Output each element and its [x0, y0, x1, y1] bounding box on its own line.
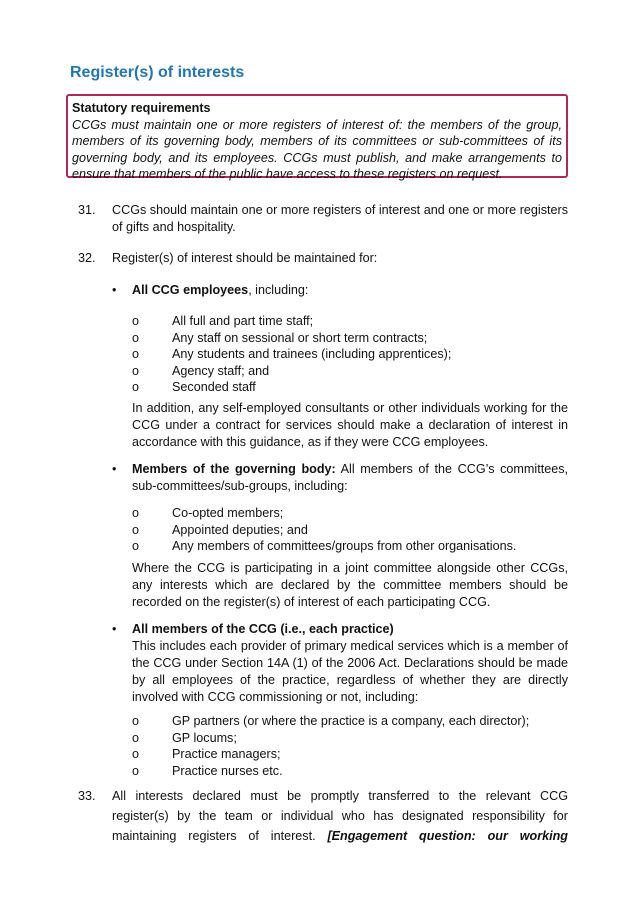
list-item-text: Any students and trainees (including apprentices); — [172, 347, 452, 361]
list-item-text: Seconded staff — [172, 380, 256, 394]
list-item-text: Co-opted members; — [172, 506, 284, 520]
bullet-ccg-employees — [112, 282, 568, 299]
page-title: Register(s) of interests — [70, 64, 245, 81]
list-item-text: Any members of committees/groups from other organisations. — [172, 539, 517, 553]
sub-bullet-marker: o — [132, 363, 140, 378]
list-item-text: GP partners (or where the practice is a company, each director); — [172, 714, 530, 728]
statutory-requirements-box — [66, 94, 568, 181]
bullet-heading: Members of the governing body: — [132, 462, 336, 476]
list-item-text: Practice nurses etc. — [172, 763, 283, 778]
sub-bullet-marker: o — [132, 347, 140, 361]
list-item-text: All full and part time staff; — [172, 314, 314, 328]
employee-list — [132, 313, 568, 396]
sub-bullet-marker: o — [132, 522, 140, 537]
paragraph-text: All interests declared must be promptly transferred to the relevant CCG register(s) by the team or individual who has designated responsibility for maintaining registers of interest. — [112, 789, 568, 843]
bullet-ccg-members — [112, 621, 568, 706]
joint-committee-note: Where the CCG is participating in a joint committee alongside other CCGs, any interests which are declared by the committee members should be recorded on the register(s) of interest of each participating CCG. — [132, 561, 568, 609]
list-item — [132, 379, 568, 396]
bullet-marker: • — [112, 622, 117, 636]
list-item — [132, 713, 568, 730]
employee-note: In addition, any self-employed consultants or other individuals working for the CCG under a contract for services should make a declaration of interest in accordance with this guidance, as if they were CCG employees. — [132, 401, 568, 449]
sub-bullet-marker: o — [132, 314, 140, 328]
paragraph-31 — [78, 202, 568, 236]
sub-bullet-marker: o — [132, 714, 140, 728]
list-item-text: Appointed deputies; and — [172, 522, 308, 537]
bullet-heading: All CCG employees — [132, 283, 249, 297]
sub-bullet-marker: o — [132, 330, 140, 345]
bullet-text: All members of the CCG’s committees, sub-committees/sub-groups, including: — [132, 462, 568, 493]
governing-body-list — [132, 505, 568, 555]
statutory-title: Statutory requirements — [72, 101, 211, 115]
list-item — [132, 763, 568, 780]
bullet-governing-body — [112, 461, 568, 495]
sub-bullet-marker: o — [132, 763, 140, 778]
sub-bullet-marker: o — [132, 747, 140, 761]
list-item — [132, 522, 568, 539]
sub-bullet-marker: o — [132, 539, 140, 553]
list-item — [132, 730, 568, 747]
list-item — [132, 313, 568, 330]
bullet-marker: • — [112, 283, 117, 297]
paragraph-text: CCGs should maintain one or more registers of interest and one or more registers of gifts and hospitality. — [112, 203, 568, 234]
list-item-text: Practice managers; — [172, 747, 281, 761]
bullet-text: , including: — [248, 283, 309, 297]
paragraph-32 — [78, 250, 568, 267]
engagement-question: [Engagement question: our working — [327, 829, 569, 843]
list-item-text: GP locums; — [172, 730, 237, 745]
list-item — [132, 505, 568, 522]
paragraph-number: 33. — [78, 789, 96, 803]
bullet-marker: • — [112, 462, 117, 476]
paragraph-number: 31. — [78, 203, 96, 217]
bullet-text: This includes each provider of primary medical services which is a member of the CCG under Section 14A (1) of the 2006 Act. Declarations should be made by all employees of the practice, regardless of whether they are directly involved with CCG commissioning or not, including: — [132, 639, 568, 704]
list-item-text: Agency staff; and — [172, 363, 270, 378]
list-item-text: Any staff on sessional or short term contracts; — [172, 330, 428, 345]
practice-list — [132, 713, 568, 779]
list-item — [132, 746, 568, 763]
sub-bullet-marker: o — [132, 380, 140, 394]
list-item — [132, 363, 568, 380]
list-item — [132, 346, 568, 363]
list-item — [132, 538, 568, 555]
statutory-text: CCGs must maintain one or more registers of interest of: the members of the group, members of its governing body, members of its committees or sub-committees of its governing body, and its employees. CCGs must publish, and make arrangements to ensure that members of the public have access to these registers on request. — [72, 117, 562, 181]
bullet-heading: All members of the CCG (i.e., each practice) — [132, 622, 394, 636]
sub-bullet-marker: o — [132, 506, 140, 520]
paragraph-33 — [78, 786, 568, 846]
list-item — [132, 330, 568, 347]
sub-bullet-marker: o — [132, 730, 140, 745]
paragraph-number: 32. — [78, 251, 96, 265]
paragraph-text: Register(s) of interest should be maintained for: — [112, 251, 378, 265]
